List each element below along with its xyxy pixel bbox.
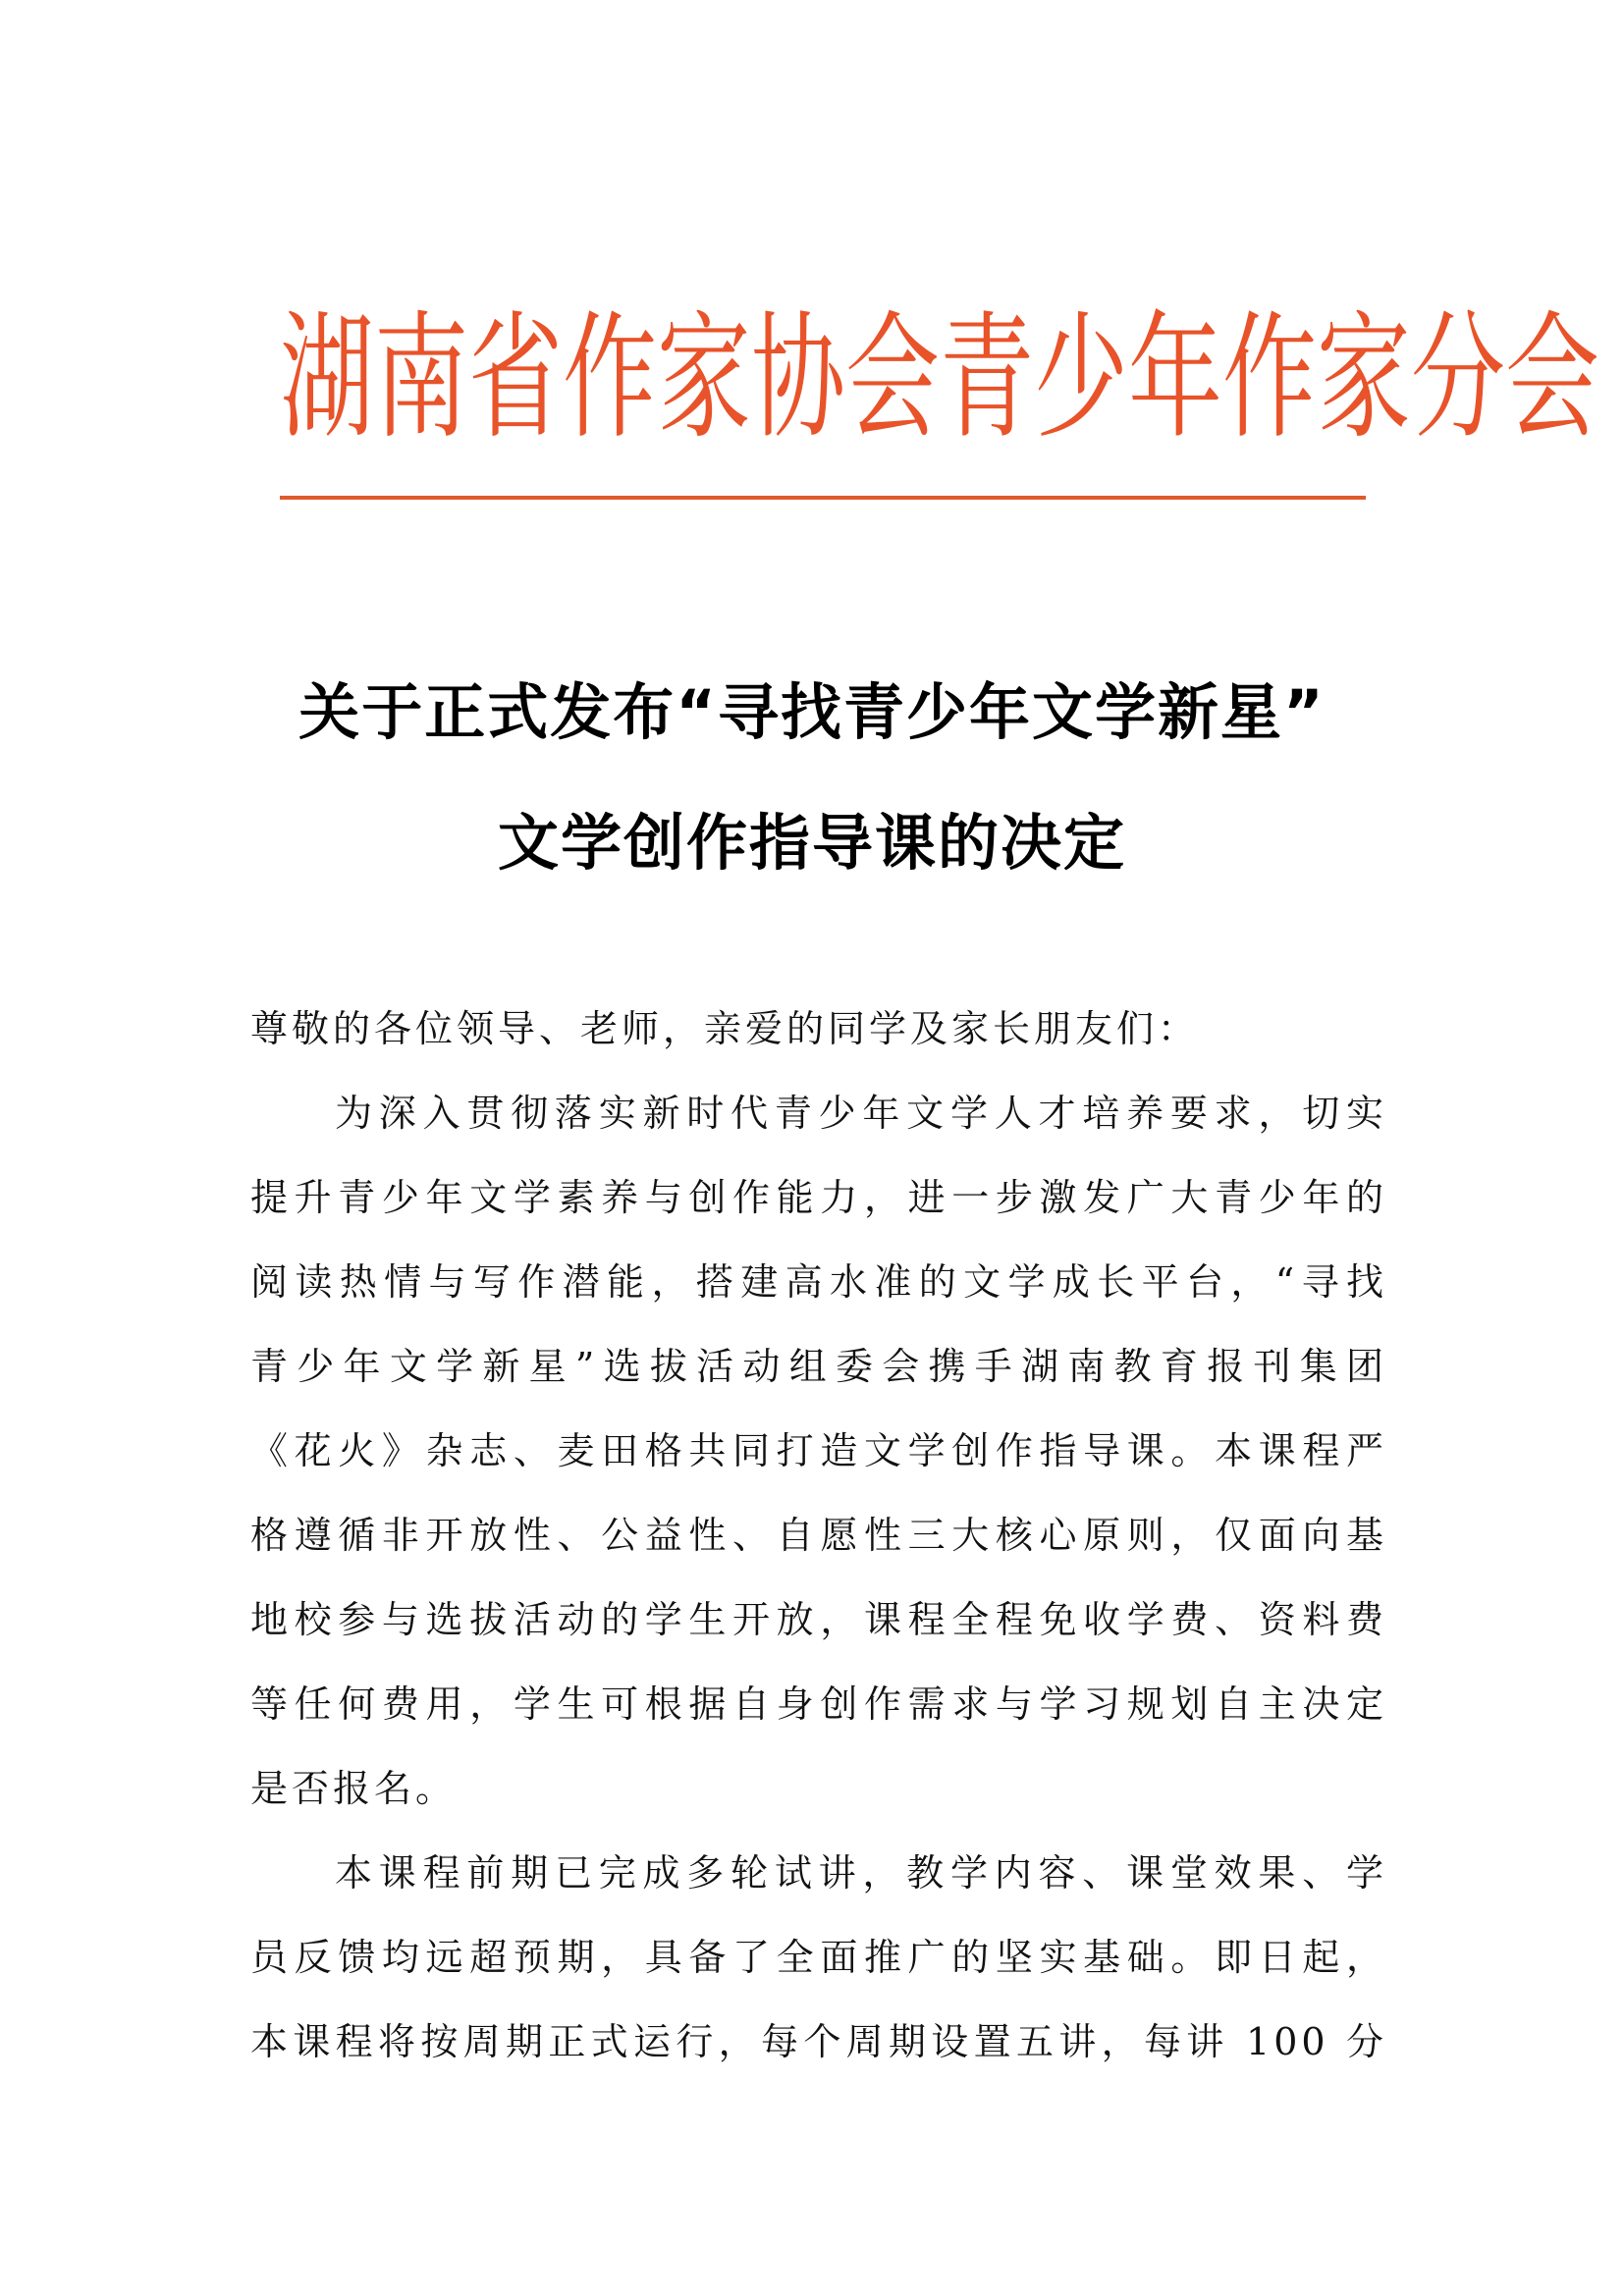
- paragraph-1-line: 格遵循非开放性、公益性、自愿性三大核心原则，仅面向基: [250, 1514, 1387, 1557]
- paragraph-1-line: 地校参与选拔活动的学生开放，课程全程免收学费、资料费: [250, 1598, 1387, 1641]
- paragraph-1-line: 为深入贯彻落实新时代青少年文学人才培养要求，切实: [335, 1092, 1387, 1135]
- paragraph-1-line: 提升青少年文学素养与创作能力，进一步激发广大青少年的: [250, 1176, 1387, 1219]
- masthead-char: 作: [1222, 297, 1317, 458]
- masthead-char: 分: [1411, 297, 1505, 458]
- paragraph-1-line: 等任何费用，学生可根据自身创作需求与学习规划自主决定: [250, 1682, 1387, 1726]
- paragraph-2-line: 员反馈均远超预期，具备了全面推广的坚实基础。即日起，: [250, 1936, 1387, 1979]
- masthead-char: 家: [657, 297, 751, 458]
- document-title-line-2: 文学创作指导课的决定: [497, 807, 1126, 879]
- masthead-char: 家: [1317, 297, 1411, 458]
- masthead-char: 南: [374, 297, 468, 458]
- document-body: [250, 987, 1387, 2084]
- masthead-org-name: [280, 297, 1599, 458]
- masthead-char: 少: [1034, 297, 1128, 458]
- document-title-line-1: 关于正式发布“寻找青少年文学新星”: [298, 676, 1326, 748]
- masthead-char: 会: [845, 297, 940, 458]
- masthead-char: 会: [1505, 297, 1599, 458]
- salutation: 尊敬的各位领导、老师，亲爱的同学及家长朋友们：: [250, 1007, 1200, 1050]
- paragraph-2-line: 本课程前期已完成多轮试讲，教学内容、课堂效果、学: [335, 1851, 1387, 1895]
- masthead-char: 青: [940, 297, 1034, 458]
- masthead-char: 湖: [280, 297, 374, 458]
- paragraph-1-line: 是否报名。: [250, 1767, 458, 1810]
- paragraph-1-line: 阅读热情与写作潜能，搭建高水准的文学成长平台，“寻找: [250, 1260, 1387, 1304]
- masthead-divider: [280, 496, 1366, 500]
- masthead-char: 省: [468, 297, 563, 458]
- masthead-char: 年: [1128, 297, 1222, 458]
- paragraph-1-line: 《花火》杂志、麦田格共同打造文学创作指导课。本课程严: [250, 1429, 1387, 1472]
- masthead-char: 作: [563, 297, 657, 458]
- paragraph-1-line: 青少年文学新星”选拔活动组委会携手湖南教育报刊集团: [250, 1345, 1387, 1388]
- paragraph-2-line: 本课程将按周期正式运行，每个周期设置五讲，每讲 100 分: [250, 2020, 1387, 2063]
- masthead-char: 协: [751, 297, 845, 458]
